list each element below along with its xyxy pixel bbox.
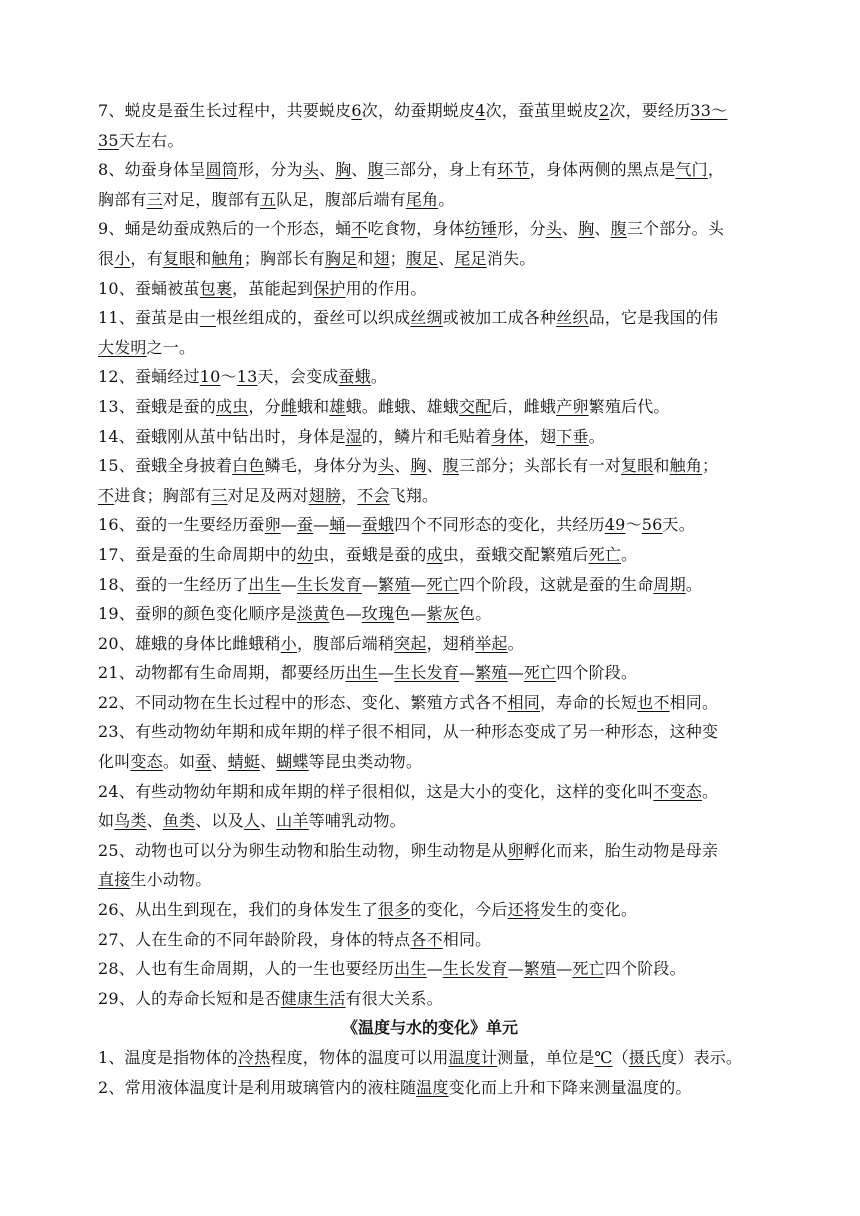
text-fragment: ，身体两侧的黑点是 bbox=[529, 160, 676, 180]
answer-blank: 头 bbox=[377, 456, 395, 476]
text-fragment: 四个不同形态的变化，共经历 bbox=[394, 515, 605, 535]
text-fragment: 用的作用。 bbox=[345, 278, 427, 298]
answer-blank: 鱼类 bbox=[162, 811, 196, 831]
answer-blank: 生长发育 bbox=[394, 663, 459, 683]
answer-blank: 紫灰 bbox=[426, 604, 459, 624]
answer-blank: 死亡 bbox=[426, 574, 460, 594]
answer-blank: 翅 bbox=[373, 248, 390, 268]
text-fragment: 后，雌蛾 bbox=[491, 396, 557, 416]
answer-blank: 也不 bbox=[637, 692, 670, 712]
text-fragment: 、 bbox=[426, 456, 443, 476]
answer-blank: 繁殖 bbox=[523, 959, 557, 979]
answer-blank: 包裹 bbox=[199, 278, 233, 298]
answer-blank: 气门 bbox=[675, 160, 708, 180]
text-fragment: 15、蚕蛾全身披着 bbox=[98, 456, 233, 476]
answer-blank: 三 bbox=[146, 189, 163, 209]
text-fragment: 、 bbox=[594, 219, 611, 239]
text-fragment: ，翅稍 bbox=[426, 633, 476, 653]
text-fragment: 变化而上升和下降来测量温度的。 bbox=[448, 1077, 692, 1097]
answer-blank: 小 bbox=[280, 633, 297, 653]
answer-blank: 6 bbox=[351, 101, 362, 120]
text-fragment: 、 bbox=[260, 752, 277, 772]
text-fragment: ，腹部后端稍 bbox=[296, 633, 395, 653]
text-line bbox=[98, 925, 762, 955]
text-fragment: 12、蚕蛹经过 bbox=[98, 367, 200, 387]
answer-blank: 周期 bbox=[653, 574, 686, 594]
text-fragment: ～ bbox=[220, 367, 237, 387]
answer-blank: 成 bbox=[426, 544, 443, 564]
answer-blank: 10 bbox=[199, 367, 221, 387]
answer-blank: 蚕蛾 bbox=[361, 515, 395, 535]
answer-blank: 49 bbox=[604, 515, 626, 535]
text-fragment: 对足，腹部有 bbox=[162, 189, 261, 209]
text-fragment: — bbox=[313, 515, 330, 535]
text-fragment: 和 bbox=[653, 456, 670, 476]
text-fragment: 、以及 bbox=[195, 811, 244, 831]
text-fragment: 23、有些动物幼年期和成年期的样子很不相同，从一种形态变成了另一种形态，这种变 bbox=[98, 722, 719, 742]
text-fragment: 、 bbox=[562, 219, 579, 239]
text-fragment: 次，幼蚕期蜕皮 bbox=[361, 101, 476, 120]
answer-blank: 交配 bbox=[459, 396, 492, 416]
answer-blank: 五 bbox=[260, 189, 277, 209]
answer-blank: 翅膀 bbox=[308, 485, 342, 505]
text-fragment: 19、蚕卵的颜色变化顺序是 bbox=[98, 604, 297, 624]
answer-blank: 不变态 bbox=[653, 781, 702, 801]
text-fragment: 8、幼蚕身体呈 bbox=[98, 160, 206, 180]
text-fragment: 21、动物都有生命周期，都要经历 bbox=[98, 663, 346, 683]
text-line bbox=[98, 629, 762, 659]
text-line bbox=[98, 451, 762, 481]
text-line bbox=[98, 658, 762, 688]
text-fragment: 13、蚕蛾是蚕的 bbox=[98, 396, 216, 416]
text-fragment: 胸部有 bbox=[98, 189, 147, 209]
text-fragment: 7、蜕皮是蚕生长过程中，共要蜕皮 bbox=[98, 101, 352, 120]
text-line bbox=[98, 747, 762, 777]
text-line bbox=[98, 274, 762, 304]
text-fragment: 繁殖后代。 bbox=[588, 396, 670, 416]
answer-blank: 身体 bbox=[491, 426, 524, 446]
text-fragment: 14、蚕蛾刚从茧中钻出时，身体是 bbox=[98, 426, 346, 446]
text-fragment: 形，分为 bbox=[238, 160, 303, 180]
answer-blank: 13 bbox=[236, 367, 258, 387]
text-fragment: 虫，蚕蛾是蚕的 bbox=[313, 544, 427, 564]
answer-blank: 出生 bbox=[345, 663, 378, 683]
answer-blank: 一 bbox=[199, 308, 216, 328]
text-fragment: 、 bbox=[319, 160, 336, 180]
text-fragment: 2、常用液体温度计是利用玻璃管内的液柱随 bbox=[98, 1077, 417, 1097]
answer-blank: 摄氏 bbox=[628, 1048, 662, 1067]
text-fragment: ～ bbox=[625, 515, 642, 535]
answer-blank: 产卵 bbox=[556, 396, 589, 416]
text-line bbox=[98, 1073, 762, 1103]
text-line bbox=[98, 895, 762, 925]
answer-blank: 丝织 bbox=[556, 308, 589, 328]
answer-blank: 胸 bbox=[578, 219, 595, 239]
text-fragment: 的变化，今后 bbox=[410, 900, 508, 920]
text-fragment: 28、人也有生命周期，人的一生也要经历 bbox=[98, 959, 395, 979]
text-fragment: 26、从出生到现在，我们的身体发生了 bbox=[98, 900, 378, 920]
text-fragment: 队足，腹部后端有 bbox=[276, 189, 406, 209]
text-fragment: 消失。 bbox=[486, 248, 536, 268]
text-fragment: — bbox=[458, 663, 476, 683]
text-fragment: 很 bbox=[98, 248, 115, 268]
text-fragment: — bbox=[345, 515, 362, 535]
answer-blank: 繁殖 bbox=[378, 574, 411, 594]
text-fragment: 有很大关系。 bbox=[345, 988, 443, 1008]
text-fragment: — bbox=[556, 959, 573, 979]
answer-blank: 相同 bbox=[507, 692, 540, 712]
text-fragment: 色— bbox=[394, 604, 427, 624]
text-fragment: 蛾。雌蛾、雄蛾 bbox=[345, 396, 459, 416]
text-fragment: 天。 bbox=[662, 515, 695, 535]
text-fragment: 四个阶段，这就是蚕的生命 bbox=[459, 574, 654, 594]
text-fragment: 天，会变成 bbox=[257, 367, 339, 387]
text-fragment: 。 bbox=[685, 574, 703, 594]
text-fragment: ；胸部长有 bbox=[243, 248, 325, 268]
text-fragment: 天左右。 bbox=[118, 130, 184, 150]
answer-blank: 雌 bbox=[280, 396, 297, 416]
answer-blank: 4 bbox=[475, 101, 486, 120]
answer-blank: 纺锤 bbox=[464, 219, 498, 239]
answer-blank: 触角 bbox=[669, 456, 703, 476]
answer-blank: 腹 bbox=[610, 219, 627, 239]
answer-blank: 尾角 bbox=[405, 189, 439, 209]
text-fragment: — bbox=[410, 574, 427, 594]
text-fragment: ，分 bbox=[248, 396, 281, 416]
text-fragment: 如 bbox=[98, 811, 115, 831]
answer-blank: 淡黄 bbox=[296, 604, 330, 624]
text-line bbox=[98, 688, 762, 718]
text-fragment: 生小动物。 bbox=[130, 870, 212, 890]
text-fragment: — bbox=[280, 574, 297, 594]
answer-blank: 死亡 bbox=[572, 959, 605, 979]
text-fragment: 进食；胸部有 bbox=[114, 485, 212, 505]
text-fragment: 。 bbox=[507, 633, 524, 653]
answer-blank: 繁殖 bbox=[475, 663, 508, 683]
text-fragment: 化叫 bbox=[98, 752, 131, 772]
answer-blank: 小 bbox=[114, 248, 131, 268]
text-fragment: 四个阶段。 bbox=[556, 663, 638, 683]
text-fragment: 程度，物体的温度可以用 bbox=[270, 1048, 449, 1067]
answer-blank: 头 bbox=[545, 219, 563, 239]
text-line bbox=[98, 392, 762, 422]
answer-blank: 温度 bbox=[416, 1077, 449, 1097]
answer-blank: 湿 bbox=[345, 426, 362, 446]
text-line bbox=[98, 836, 762, 866]
text-line bbox=[98, 214, 762, 244]
text-fragment: 1、温度是指物体的 bbox=[98, 1048, 238, 1067]
text-fragment: 10、蚕蛹被茧 bbox=[98, 278, 200, 298]
answer-blank: 圆筒 bbox=[205, 160, 238, 180]
answer-blank: 很多 bbox=[377, 900, 411, 920]
answer-blank: 蝴蝶 bbox=[276, 752, 309, 772]
answer-blank: 白色 bbox=[232, 456, 265, 476]
answer-blank: 鸟类 bbox=[114, 811, 147, 831]
answer-blank: 死亡 bbox=[588, 544, 621, 564]
text-fragment: （ bbox=[612, 1048, 629, 1067]
answer-blank: 不 bbox=[351, 219, 368, 239]
answer-blank: 蜻蜓 bbox=[227, 752, 261, 772]
text-fragment: 和 bbox=[357, 248, 374, 268]
text-fragment: 测量，单位是 bbox=[497, 1048, 595, 1067]
text-fragment: — bbox=[361, 574, 378, 594]
text-fragment: 18、蚕的一生经历了 bbox=[98, 574, 249, 594]
text-fragment: 鳞毛，身体分为 bbox=[264, 456, 378, 476]
text-fragment: 17、蚕是蚕的生命周期中的 bbox=[98, 544, 297, 564]
text-fragment: ，茧能起到 bbox=[232, 278, 314, 298]
text-fragment: 度）表示。 bbox=[661, 1048, 743, 1067]
text-fragment: — bbox=[507, 663, 524, 683]
answer-blank: 出生 bbox=[394, 959, 427, 979]
text-fragment: 、 bbox=[351, 160, 368, 180]
text-fragment: 相同。 bbox=[442, 929, 492, 949]
text-line bbox=[98, 362, 762, 392]
text-fragment: 色— bbox=[329, 604, 362, 624]
text-fragment: 、 bbox=[146, 811, 163, 831]
section-title: 《温度与水的变化》单元 bbox=[341, 1018, 518, 1038]
text-fragment: — bbox=[426, 959, 443, 979]
text-fragment: 等哺乳动物。 bbox=[308, 811, 406, 831]
answer-blank: 保护 bbox=[313, 278, 346, 298]
text-fragment: 25、动物也可以分为卵生动物和胎生动物，卵生动物是从 bbox=[98, 840, 508, 860]
answer-blank: 人 bbox=[243, 811, 261, 831]
answer-blank: 生长发育 bbox=[442, 959, 508, 979]
text-fragment: 24、有些动物幼年期和成年期的样子很相似，这是大小的变化，这样的变化叫 bbox=[98, 781, 654, 801]
text-fragment: 品，它是我国的伟 bbox=[588, 308, 719, 328]
text-line bbox=[98, 540, 762, 570]
answer-blank: 卵 bbox=[264, 515, 281, 535]
answer-blank: 丝绸 bbox=[410, 308, 443, 328]
text-fragment: 孵化而来，胎生动物是母亲 bbox=[523, 840, 719, 860]
text-line bbox=[98, 510, 762, 540]
answer-blank: 33～ bbox=[690, 101, 728, 120]
text-fragment: 9、蛹是幼蚕成熟后的一个形态，蛹 bbox=[98, 219, 352, 239]
text-fragment: ； bbox=[389, 248, 406, 268]
answer-blank: 环节 bbox=[497, 160, 530, 180]
answer-blank: 胸足 bbox=[324, 248, 358, 268]
text-fragment: 三个部分。头 bbox=[626, 219, 725, 239]
answer-blank: 山羊 bbox=[276, 811, 309, 831]
text-fragment: — bbox=[507, 959, 524, 979]
text-fragment: 或被加工成各种 bbox=[442, 308, 557, 328]
text-fragment: 。如 bbox=[162, 752, 196, 772]
answer-blank: 大发明 bbox=[98, 337, 147, 357]
answer-blank: 冷热 bbox=[237, 1048, 271, 1067]
text-fragment: 。 bbox=[701, 781, 719, 801]
answer-blank: 复眼 bbox=[621, 456, 654, 476]
answer-blank: 35 bbox=[98, 130, 119, 150]
answer-blank: 蚕 bbox=[296, 515, 314, 535]
text-line bbox=[98, 422, 762, 452]
text-fragment: 16、蚕的一生要经历蚕 bbox=[98, 515, 265, 535]
text-line bbox=[98, 1043, 762, 1073]
text-fragment: ，翅 bbox=[523, 426, 557, 446]
answer-blank: 腹足 bbox=[405, 248, 439, 268]
answer-blank: 玫瑰 bbox=[361, 604, 395, 624]
answer-blank: 三 bbox=[211, 485, 228, 505]
answer-blank: 生长发育 bbox=[296, 574, 362, 594]
text-line bbox=[98, 570, 762, 600]
text-fragment: 虫，蚕蛾交配繁殖后 bbox=[442, 544, 589, 564]
answer-blank: 变态 bbox=[130, 752, 163, 772]
text-fragment: 形，分 bbox=[497, 219, 546, 239]
answer-blank: 蛹 bbox=[329, 515, 346, 535]
answer-blank: 蚕 bbox=[195, 752, 212, 772]
text-line bbox=[98, 155, 762, 185]
text-fragment: 四个阶段。 bbox=[604, 959, 686, 979]
answer-blank: 下垂 bbox=[556, 426, 589, 446]
text-fragment: 。 bbox=[588, 426, 605, 446]
answer-blank: 胸 bbox=[410, 456, 427, 476]
answer-blank: 健康生活 bbox=[280, 988, 346, 1008]
text-fragment: 三部分，身上有 bbox=[383, 160, 498, 180]
text-line bbox=[98, 984, 762, 1014]
text-fragment: ； bbox=[702, 456, 719, 476]
answer-blank: 触角 bbox=[211, 248, 244, 268]
answer-blank: 突起 bbox=[394, 633, 427, 653]
text-fragment: 11、蚕茧是由 bbox=[98, 308, 200, 328]
answer-blank: 蚕蛾 bbox=[338, 367, 371, 387]
answer-blank: 成虫 bbox=[215, 396, 249, 416]
text-fragment: 20、雄蛾的身体比雌蛾稍 bbox=[98, 633, 281, 653]
text-fragment: 、 bbox=[394, 456, 411, 476]
text-fragment: 、 bbox=[211, 752, 228, 772]
answer-blank: 胸 bbox=[335, 160, 352, 180]
answer-blank: 腹 bbox=[442, 456, 459, 476]
text-fragment: 之一。 bbox=[146, 337, 196, 357]
text-fragment: 。 bbox=[438, 189, 455, 209]
text-fragment: 发生的变化。 bbox=[539, 900, 638, 920]
text-line bbox=[98, 333, 762, 363]
answer-blank: 还将 bbox=[507, 900, 540, 920]
text-fragment: — bbox=[377, 663, 395, 683]
answer-blank: 复眼 bbox=[162, 248, 196, 268]
text-fragment: 对足及两对 bbox=[227, 485, 309, 505]
text-line bbox=[98, 954, 762, 984]
text-fragment: 的，鳞片和毛贴着 bbox=[361, 426, 492, 446]
text-line bbox=[98, 865, 762, 895]
answer-blank: ℃ bbox=[594, 1048, 613, 1067]
answer-blank: 头 bbox=[302, 160, 320, 180]
text-fragment: 蛾和 bbox=[296, 396, 330, 416]
text-fragment: 。 bbox=[621, 544, 638, 564]
text-line bbox=[98, 806, 762, 836]
text-fragment: 三部分；头部长有一对 bbox=[459, 456, 622, 476]
document-body bbox=[98, 96, 762, 1102]
answer-blank: 温度计 bbox=[448, 1048, 498, 1067]
text-fragment: 、 bbox=[438, 248, 455, 268]
answer-blank: 56 bbox=[641, 515, 663, 535]
text-fragment: 27、人在生命的不同年龄阶段，身体的特点 bbox=[98, 929, 411, 949]
text-line bbox=[98, 96, 762, 126]
text-fragment: 相同。 bbox=[669, 692, 719, 712]
text-line bbox=[98, 599, 762, 629]
answer-blank: 直接 bbox=[98, 870, 131, 890]
text-fragment: — bbox=[280, 515, 297, 535]
answer-blank: 举起 bbox=[475, 633, 508, 653]
text-fragment: ， bbox=[341, 485, 358, 505]
text-fragment: 次，要经历 bbox=[609, 101, 691, 120]
text-fragment: ，有 bbox=[130, 248, 163, 268]
text-line bbox=[98, 244, 762, 274]
answer-blank: 腹 bbox=[367, 160, 384, 180]
answer-blank: 不会 bbox=[357, 485, 390, 505]
text-fragment: 29、人的寿命长短和是否 bbox=[98, 988, 281, 1008]
text-fragment: 次，蚕茧里蜕皮 bbox=[485, 101, 599, 120]
answer-blank: 2 bbox=[598, 101, 610, 120]
answer-blank: 不 bbox=[98, 485, 115, 505]
text-fragment: 吃食物，身体 bbox=[367, 219, 465, 239]
text-fragment: 飞翔。 bbox=[389, 485, 439, 505]
answer-blank: 出生 bbox=[248, 574, 281, 594]
answer-blank: 卵 bbox=[507, 840, 524, 860]
text-fragment: 。 bbox=[370, 367, 388, 387]
answer-blank: 雄 bbox=[329, 396, 346, 416]
text-fragment: 22、不同动物在生长过程中的形态、变化、繁殖方式各不 bbox=[98, 692, 508, 712]
answer-blank: 死亡 bbox=[523, 663, 557, 683]
text-fragment: 、 bbox=[260, 811, 277, 831]
answer-blank: 幼 bbox=[296, 544, 314, 564]
text-fragment: 根丝组成的，蚕丝可以织成 bbox=[215, 308, 411, 328]
text-fragment: 和 bbox=[195, 248, 212, 268]
text-line bbox=[98, 481, 762, 511]
text-line bbox=[98, 777, 762, 807]
text-line bbox=[98, 303, 762, 333]
text-line bbox=[98, 717, 762, 747]
answer-blank: 尾足 bbox=[454, 248, 487, 268]
answer-blank: 各不 bbox=[410, 929, 443, 949]
text-line bbox=[98, 126, 762, 156]
text-fragment: 色。 bbox=[459, 604, 492, 624]
text-fragment: 等昆虫类动物。 bbox=[308, 752, 423, 772]
text-fragment: ， bbox=[707, 160, 725, 180]
text-line bbox=[98, 185, 762, 215]
text-fragment: ，寿命的长短 bbox=[539, 692, 638, 712]
